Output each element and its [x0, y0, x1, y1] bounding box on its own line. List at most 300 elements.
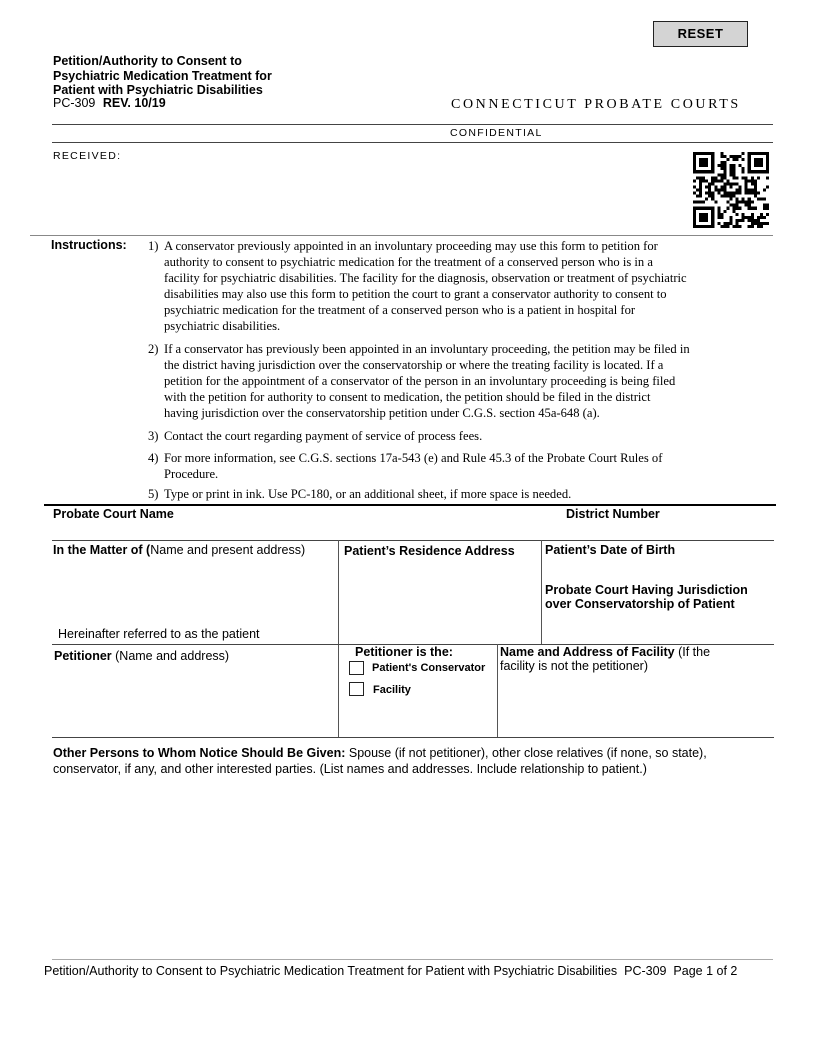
qr-module [723, 173, 726, 176]
qr-module [748, 192, 751, 195]
qr-module [739, 188, 742, 191]
qr-module [711, 170, 714, 173]
qr-module [760, 222, 763, 225]
instruction-number: 1) [148, 239, 159, 253]
column-divider [541, 540, 542, 644]
qr-module [757, 161, 760, 164]
row-divider [52, 540, 774, 541]
qr-module [726, 195, 729, 198]
qr-module [757, 225, 760, 228]
instruction-line: Type or print in ink. Use PC-180, or an additional sheet, if more space is needed. [164, 487, 572, 501]
header-divider [52, 124, 773, 125]
facility-name-address-label [500, 646, 710, 673]
qr-module [739, 155, 742, 158]
qr-module [720, 188, 723, 191]
qr-module [754, 219, 757, 222]
qr-module [748, 161, 751, 164]
qr-module [699, 185, 702, 188]
qr-module [733, 158, 736, 161]
qr-module [699, 158, 702, 161]
qr-module [693, 185, 696, 188]
qr-module [760, 152, 763, 155]
qr-module [742, 167, 745, 170]
qr-module [705, 192, 708, 195]
qr-module [723, 195, 726, 198]
qr-module [720, 216, 723, 219]
qr-module [714, 185, 717, 188]
qr-module [766, 176, 769, 179]
qr-module [729, 182, 732, 185]
qr-module [733, 176, 736, 179]
qr-module [742, 176, 745, 179]
in-the-matter-of-field[interactable] [52, 560, 336, 624]
petitioner-label-rest: (Name and address) [111, 649, 230, 663]
qr-module [748, 155, 751, 158]
qr-module [711, 222, 714, 225]
qr-module [723, 176, 726, 179]
qr-module [696, 188, 699, 191]
form-title [53, 54, 313, 98]
qr-module [699, 219, 702, 222]
qr-module [723, 210, 726, 213]
qr-module [754, 161, 757, 164]
qr-module [748, 167, 751, 170]
qr-module [714, 179, 717, 182]
qr-module [723, 164, 726, 167]
probate-court-name-field[interactable] [52, 521, 552, 539]
qr-module [720, 195, 723, 198]
qr-module [726, 158, 729, 161]
qr-module [766, 161, 769, 164]
qr-module [705, 185, 708, 188]
qr-module [733, 210, 736, 213]
qr-module [733, 182, 736, 185]
qr-module [733, 195, 736, 198]
column-divider [497, 644, 498, 737]
qr-module [763, 152, 766, 155]
court-name: CONNECTICUT PROBATE COURTS [451, 97, 741, 112]
other-persons-field[interactable] [52, 782, 774, 952]
qr-module [733, 207, 736, 210]
qr-module [760, 216, 763, 219]
qr-module [748, 188, 751, 191]
district-number-field[interactable] [565, 521, 773, 539]
qr-module [733, 155, 736, 158]
qr-module [693, 155, 696, 158]
facility-name-address-field[interactable] [500, 675, 772, 735]
instruction-line: psychiatric disabilities. [164, 319, 281, 333]
qr-module [708, 170, 711, 173]
qr-module [714, 176, 717, 179]
qr-module [705, 225, 708, 228]
qr-module [742, 201, 745, 204]
qr-module [711, 213, 714, 216]
qr-module [705, 158, 708, 161]
qr-module [751, 207, 754, 210]
qr-module [699, 201, 702, 204]
qr-module [739, 164, 742, 167]
qr-module [733, 192, 736, 195]
qr-module [729, 155, 732, 158]
jurisdiction-label-line: over Conservatorship of Patient [545, 597, 735, 611]
qr-module [766, 164, 769, 167]
qr-module [748, 179, 751, 182]
qr-module [757, 222, 760, 225]
qr-module [702, 161, 705, 164]
qr-module [699, 179, 702, 182]
qr-module [766, 170, 769, 173]
other-persons-label-rest: Spouse (if not petitioner), other close relatives (if none, so state), [345, 746, 707, 760]
qr-module [748, 164, 751, 167]
conservator-checkbox[interactable] [349, 661, 364, 675]
qr-module [720, 179, 723, 182]
qr-module [745, 201, 748, 204]
qr-module [723, 188, 726, 191]
qr-module [726, 201, 729, 204]
qr-module [748, 204, 751, 207]
petitioner-label-bold: Petitioner [54, 649, 112, 663]
qr-module [711, 219, 714, 222]
qr-module [736, 219, 739, 222]
qr-module [726, 179, 729, 182]
form-title-line: Psychiatric Medication Treatment for [53, 68, 272, 83]
qr-module [720, 167, 723, 170]
qr-module [754, 185, 757, 188]
qr-module [754, 179, 757, 182]
qr-module [754, 152, 757, 155]
qr-module [720, 213, 723, 216]
qr-module [751, 192, 754, 195]
qr-module [751, 219, 754, 222]
qr-module [766, 152, 769, 155]
qr-module [699, 176, 702, 179]
row-divider [52, 737, 774, 738]
qr-module [766, 158, 769, 161]
qr-module [705, 179, 708, 182]
qr-module [736, 155, 739, 158]
form-number: PC-309 [53, 96, 96, 110]
qr-module [736, 225, 739, 228]
qr-module [696, 201, 699, 204]
qr-module [736, 198, 739, 201]
qr-module [751, 182, 754, 185]
qr-module [748, 152, 751, 155]
instruction-line: disabilities may also use this form to petition the court to grant a conservator authority to consent to [164, 287, 667, 301]
qr-module [763, 188, 766, 191]
petitioner-is-label: Petitioner is the: [355, 645, 453, 659]
other-persons-label-bold: Other Persons to Whom Notice Should Be Given: [53, 746, 346, 760]
instruction-line: Contact the court regarding payment of service of process fees. [164, 429, 483, 443]
qr-module [754, 182, 757, 185]
instructions-divider [30, 235, 773, 236]
facility-option-label: Facility [373, 684, 411, 696]
qr-module [757, 198, 760, 201]
instructions-label: Instructions: [51, 238, 127, 252]
qr-module [720, 176, 723, 179]
qr-module [708, 192, 711, 195]
in-the-matter-of-label [53, 543, 305, 557]
qr-module [757, 219, 760, 222]
qr-module [751, 176, 754, 179]
district-number-label: District Number [566, 507, 660, 521]
qr-module [717, 179, 720, 182]
qr-module [708, 207, 711, 210]
qr-module [717, 188, 720, 191]
qr-module [711, 210, 714, 213]
qr-module [711, 158, 714, 161]
qr-module [711, 164, 714, 167]
qr-module [751, 222, 754, 225]
qr-module [714, 188, 717, 191]
qr-module [763, 170, 766, 173]
qr-module [696, 170, 699, 173]
qr-module [702, 216, 705, 219]
qr-module [729, 198, 732, 201]
qr-module [702, 207, 705, 210]
facility-label-line2: facility is not the petitioner) [500, 658, 648, 673]
qr-module [739, 207, 742, 210]
qr-module [723, 185, 726, 188]
instruction-number: 3) [148, 429, 159, 443]
qr-module [726, 222, 729, 225]
qr-module [693, 161, 696, 164]
qr-module [760, 198, 763, 201]
qr-module [733, 167, 736, 170]
qr-module [699, 213, 702, 216]
qr-module [723, 167, 726, 170]
confidential-divider [52, 142, 773, 143]
qr-module [711, 161, 714, 164]
other-persons-label-line2: conservator, if any, and other interested parties. (List names and addresses. Include relationship to patient.) [53, 762, 647, 776]
qr-module [751, 225, 754, 228]
instruction-number: 5) [148, 487, 159, 501]
form-id [53, 96, 166, 110]
residence-address-field[interactable] [341, 560, 539, 642]
qr-module [729, 185, 732, 188]
qr-module [699, 161, 702, 164]
qr-module [723, 182, 726, 185]
qr-module [745, 182, 748, 185]
qr-module [693, 201, 696, 204]
column-divider [338, 540, 339, 737]
qr-module [751, 213, 754, 216]
qr-module [729, 167, 732, 170]
qr-module [742, 152, 745, 155]
qr-module [711, 182, 714, 185]
qr-module [699, 207, 702, 210]
qr-module [757, 152, 760, 155]
qr-module [699, 164, 702, 167]
qr-module [702, 219, 705, 222]
qr-module [739, 192, 742, 195]
confidential-label: CONFIDENTIAL [450, 127, 543, 139]
instruction-line: Procedure. [164, 467, 219, 481]
qr-module [736, 207, 739, 210]
qr-module [733, 164, 736, 167]
qr-module [748, 158, 751, 161]
qr-module [702, 170, 705, 173]
qr-module [693, 210, 696, 213]
qr-module [723, 225, 726, 228]
qr-module [763, 204, 766, 207]
qr-module [766, 207, 769, 210]
qr-module [705, 213, 708, 216]
probate-court-name-label: Probate Court Name [53, 507, 174, 521]
qr-module [745, 176, 748, 179]
qr-module [720, 155, 723, 158]
qr-module [751, 216, 754, 219]
instruction-line: with the petition for authority to consent to medication, the petition should be filed in the district [164, 390, 651, 404]
date-of-birth-label: Patient’s Date of Birth [545, 543, 676, 557]
residence-address-label: Patient’s Residence Address [344, 544, 515, 558]
qr-module [733, 225, 736, 228]
instruction-line: A conservator previously appointed in an involuntary proceeding may use this form to petition for [164, 239, 658, 253]
qr-module [699, 152, 702, 155]
qr-module [696, 207, 699, 210]
form-revision: REV. 10/19 [102, 96, 166, 110]
form-title-line: Petition/Authority to Consent to [53, 54, 242, 68]
qr-module [748, 198, 751, 201]
qr-module [729, 204, 732, 207]
qr-module [693, 170, 696, 173]
qr-module [754, 170, 757, 173]
qr-module [699, 195, 702, 198]
qr-module [742, 213, 745, 216]
qr-module [748, 201, 751, 204]
qr-module [711, 225, 714, 228]
qr-module [748, 207, 751, 210]
qr-module [754, 195, 757, 198]
qr-module [757, 176, 760, 179]
qr-module [714, 201, 717, 204]
qr-module [711, 179, 714, 182]
qr-module [711, 176, 714, 179]
instruction-line: authority to consent to psychiatric medication for the treatment of a conserved person who is in a [164, 255, 653, 269]
jurisdiction-label [545, 583, 748, 611]
qr-module [729, 192, 732, 195]
date-of-birth-field[interactable] [545, 558, 773, 578]
qr-module [729, 219, 732, 222]
instruction-line: petition for the appointment of a conservator of the person in an involuntary proceeding is being filed [164, 374, 676, 388]
qr-module [711, 155, 714, 158]
qr-module [711, 192, 714, 195]
qr-module [693, 167, 696, 170]
qr-module [723, 170, 726, 173]
qr-module [742, 219, 745, 222]
qr-module [723, 155, 726, 158]
qr-module [733, 204, 736, 207]
received-label: RECEIVED: [53, 150, 122, 162]
qr-module [705, 207, 708, 210]
qr-module [693, 164, 696, 167]
qr-module [717, 173, 720, 176]
instruction-number: 4) [148, 451, 159, 465]
qr-module [699, 188, 702, 191]
facility-label-rest: (If the [674, 645, 711, 659]
qr-module [760, 213, 763, 216]
qr-module [729, 170, 732, 173]
petitioner-field[interactable] [52, 665, 336, 735]
qr-module [717, 210, 720, 213]
qr-module [739, 219, 742, 222]
qr-module [702, 164, 705, 167]
qr-module [751, 179, 754, 182]
instruction-line: facility for psychiatric disabilities. The facility for the diagnosis, observation or treatment of psychiatric [164, 271, 687, 285]
qr-module [711, 216, 714, 219]
qr-module [739, 185, 742, 188]
qr-module [729, 216, 732, 219]
qr-module [748, 225, 751, 228]
instruction-line: psychiatric medication for the treatment of a conserved person who is a patient in hospital for [164, 303, 636, 317]
qr-module [693, 219, 696, 222]
qr-module [729, 222, 732, 225]
qr-module [705, 170, 708, 173]
qr-module [696, 152, 699, 155]
qr-module [754, 222, 757, 225]
qr-module [702, 201, 705, 204]
qr-module [726, 207, 729, 210]
qr-module [693, 216, 696, 219]
qr-module [693, 158, 696, 161]
qr-module [702, 179, 705, 182]
qr-module [708, 152, 711, 155]
qr-module [693, 222, 696, 225]
qr-module [711, 198, 714, 201]
qr-module [696, 176, 699, 179]
qr-module [711, 167, 714, 170]
qr-module [736, 192, 739, 195]
qr-module [720, 164, 723, 167]
qr-module [760, 225, 763, 228]
qr-module [754, 207, 757, 210]
qr-module [751, 201, 754, 204]
qr-module [736, 176, 739, 179]
qr-module [699, 225, 702, 228]
qr-module [757, 216, 760, 219]
qr-module [705, 152, 708, 155]
facility-checkbox[interactable] [349, 682, 364, 696]
qr-module [699, 182, 702, 185]
reset-button[interactable]: RESET [653, 21, 748, 47]
qr-module [742, 216, 745, 219]
qr-module [720, 173, 723, 176]
qr-module [766, 185, 769, 188]
qr-module [708, 182, 711, 185]
qr-module [739, 225, 742, 228]
qr-module [720, 152, 723, 155]
qr-module [726, 192, 729, 195]
qr-module [693, 179, 696, 182]
qr-module [736, 213, 739, 216]
qr-module [717, 207, 720, 210]
qr-module [754, 192, 757, 195]
qr-module [760, 161, 763, 164]
qr-module [693, 192, 696, 195]
qr-module [751, 170, 754, 173]
qr-module [708, 185, 711, 188]
jurisdiction-field[interactable] [545, 613, 773, 641]
qr-module [708, 188, 711, 191]
qr-module [729, 164, 732, 167]
qr-module [751, 188, 754, 191]
qr-module [745, 192, 748, 195]
in-the-matter-of-label-bold: In the Matter of ( [53, 543, 151, 557]
qr-module [711, 207, 714, 210]
qr-module [726, 182, 729, 185]
qr-module [720, 185, 723, 188]
qr-module [711, 152, 714, 155]
instruction-number: 2) [148, 342, 159, 356]
